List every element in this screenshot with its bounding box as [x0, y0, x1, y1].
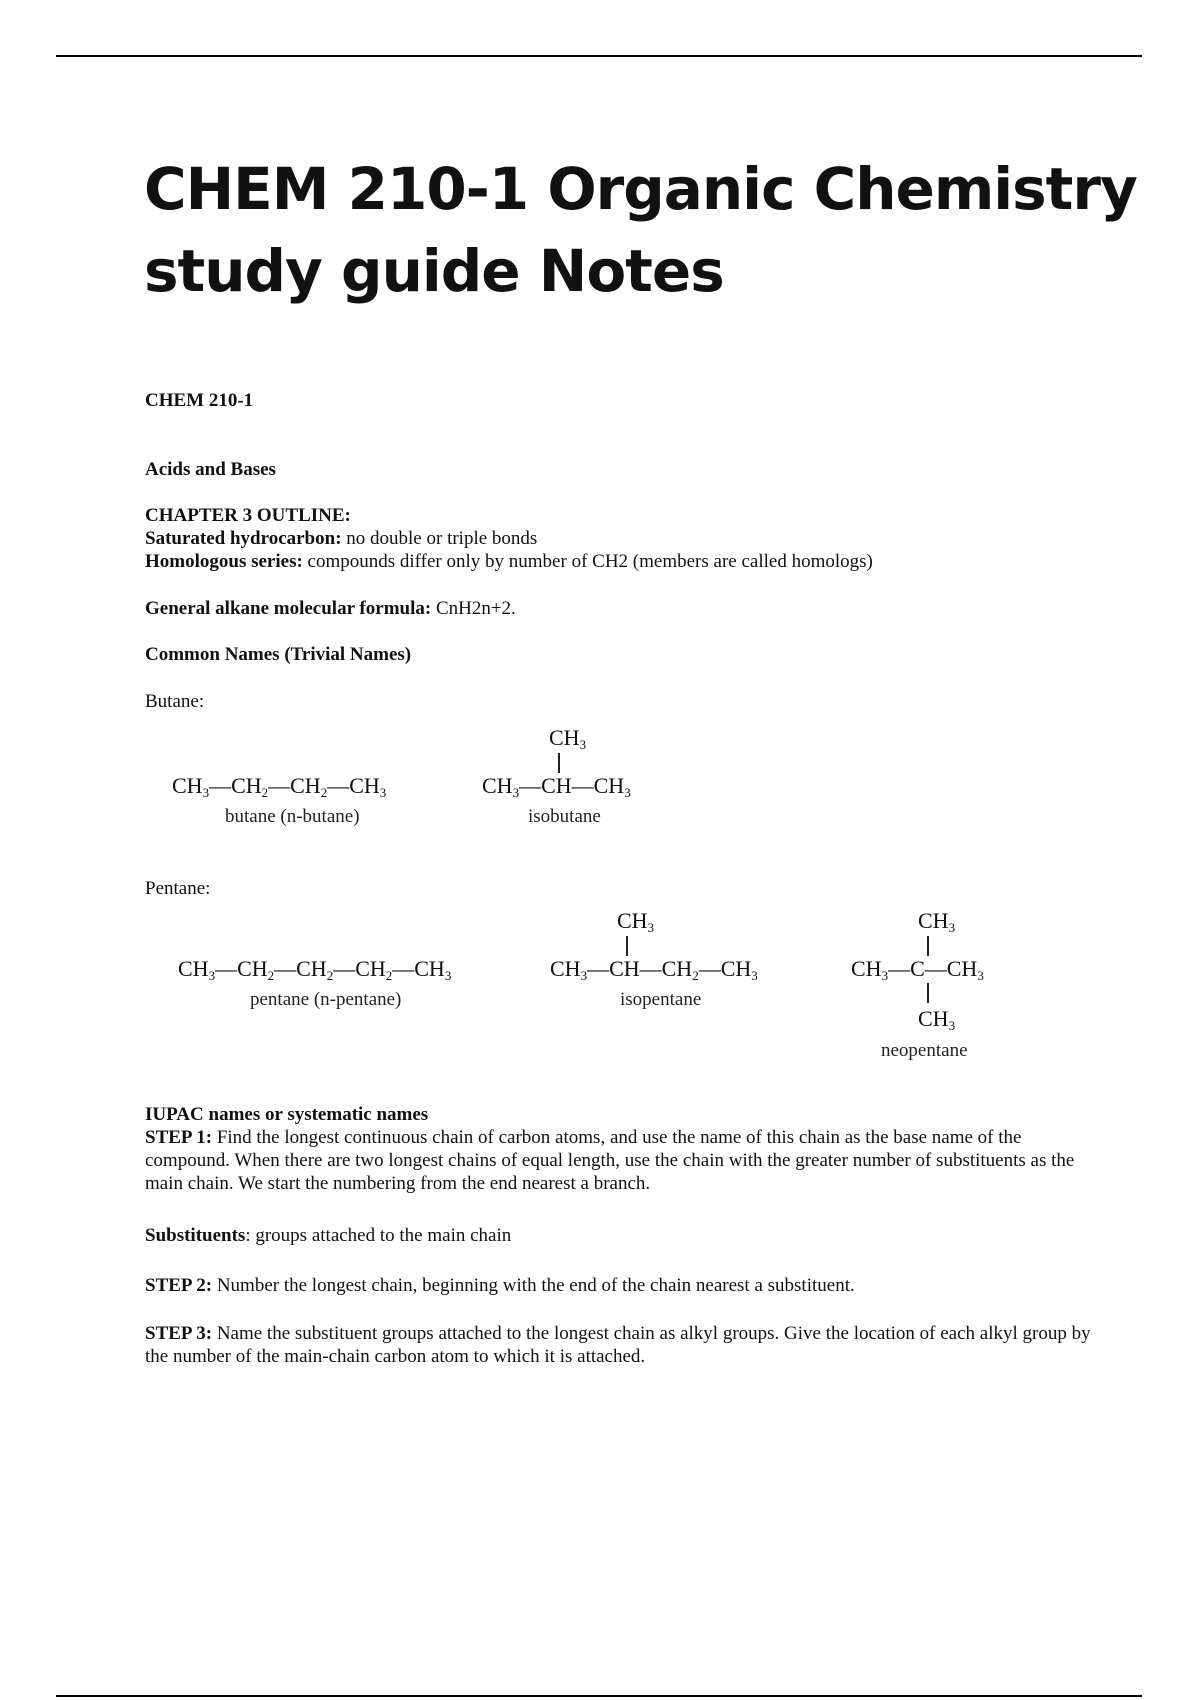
isopentane-bond	[626, 936, 628, 956]
isobutane-caption: isobutane	[528, 806, 601, 827]
iupac-section	[145, 1103, 1095, 1195]
step2-term: STEP 2:	[145, 1275, 213, 1296]
substituents-text: : groups attached to the main chain	[245, 1225, 512, 1246]
step2-paragraph	[145, 1274, 1095, 1297]
homologous-term: Homologous series:	[145, 551, 303, 572]
step1-text: Find the longest continuous chain of carbon atoms, and use the name of this chain as the base name of the compound. When there are two longest chains of equal length, use the chain with the greater number of substituents as the main chain. We start the numbering from the end nearest a branch.	[145, 1127, 1075, 1194]
isopentane-branch: $CH_3$	[617, 908, 655, 935]
neopentane-top-branch: $CH_3$	[918, 908, 956, 935]
isobutane-branch: $CH_3$	[549, 725, 587, 752]
iupac-heading: IUPAC names or systematic names	[145, 1104, 429, 1125]
top-rule	[56, 55, 1142, 57]
saturated-text: no double or triple bonds	[341, 528, 538, 549]
isobutane-structure: $CH_3—CH—CH_3$	[482, 773, 631, 800]
isobutane-bond	[558, 753, 560, 773]
course-code: CHEM 210-1	[145, 390, 254, 411]
pentane-caption: pentane (n-pentane)	[250, 989, 402, 1010]
formula-term: General alkane molecular formula:	[145, 598, 432, 619]
bottom-rule	[56, 1695, 1142, 1697]
pentane-label: Pentane:	[145, 878, 211, 899]
butane-caption: butane (n-butane)	[225, 806, 360, 827]
step1-term: STEP 1:	[145, 1127, 213, 1148]
common-names-heading: Common Names (Trivial Names)	[145, 644, 412, 665]
outline-section	[145, 504, 1095, 573]
butane-structure: $CH_3—CH_2—CH_2—CH_3$	[172, 773, 387, 800]
substituents-paragraph	[145, 1224, 1095, 1247]
step3-paragraph	[145, 1322, 1095, 1368]
step1-paragraph	[145, 1126, 1095, 1195]
neopentane-bottom-branch: $CH_3$	[918, 1006, 956, 1033]
saturated-term: Saturated hydrocarbon:	[145, 528, 342, 549]
pentane-structure: $CH_3—CH_2—CH_2—CH_2—CH_3$	[178, 956, 452, 983]
step3-term: STEP 3:	[145, 1323, 213, 1344]
page-title: CHEM 210-1 Organic Chemistry study guide Notes	[144, 155, 1137, 305]
substituents-term: Substituents	[145, 1225, 246, 1246]
saturated-definition	[145, 527, 1095, 550]
butane-label: Butane:	[145, 691, 205, 712]
formula-line	[145, 597, 1095, 620]
neopentane-structure: $CH_3—C—CH_3$	[851, 956, 984, 983]
neopentane-caption: neopentane	[881, 1040, 968, 1061]
homologous-definition	[145, 550, 1095, 573]
neopentane-top-bond	[927, 936, 929, 956]
outline-heading: CHAPTER 3 OUTLINE:	[145, 505, 351, 526]
homologous-text: compounds differ only by number of CH2 (members are called homologs)	[302, 551, 873, 572]
neopentane-bottom-bond	[927, 983, 929, 1003]
formula-text: CnH2n+2.	[431, 598, 516, 619]
isopentane-structure: $CH_3—CH—CH_2—CH_3$	[550, 956, 758, 983]
topic-heading: Acids and Bases	[145, 459, 276, 480]
step3-text: Name the substituent groups attached to the longest chain as alkyl groups. Give the location of each alkyl group by the number of the main-chain carbon atom to which it is attached.	[145, 1323, 1091, 1367]
isopentane-caption: isopentane	[620, 989, 702, 1010]
step2-text: Number the longest chain, beginning with the end of the chain nearest a substituent.	[212, 1275, 855, 1296]
